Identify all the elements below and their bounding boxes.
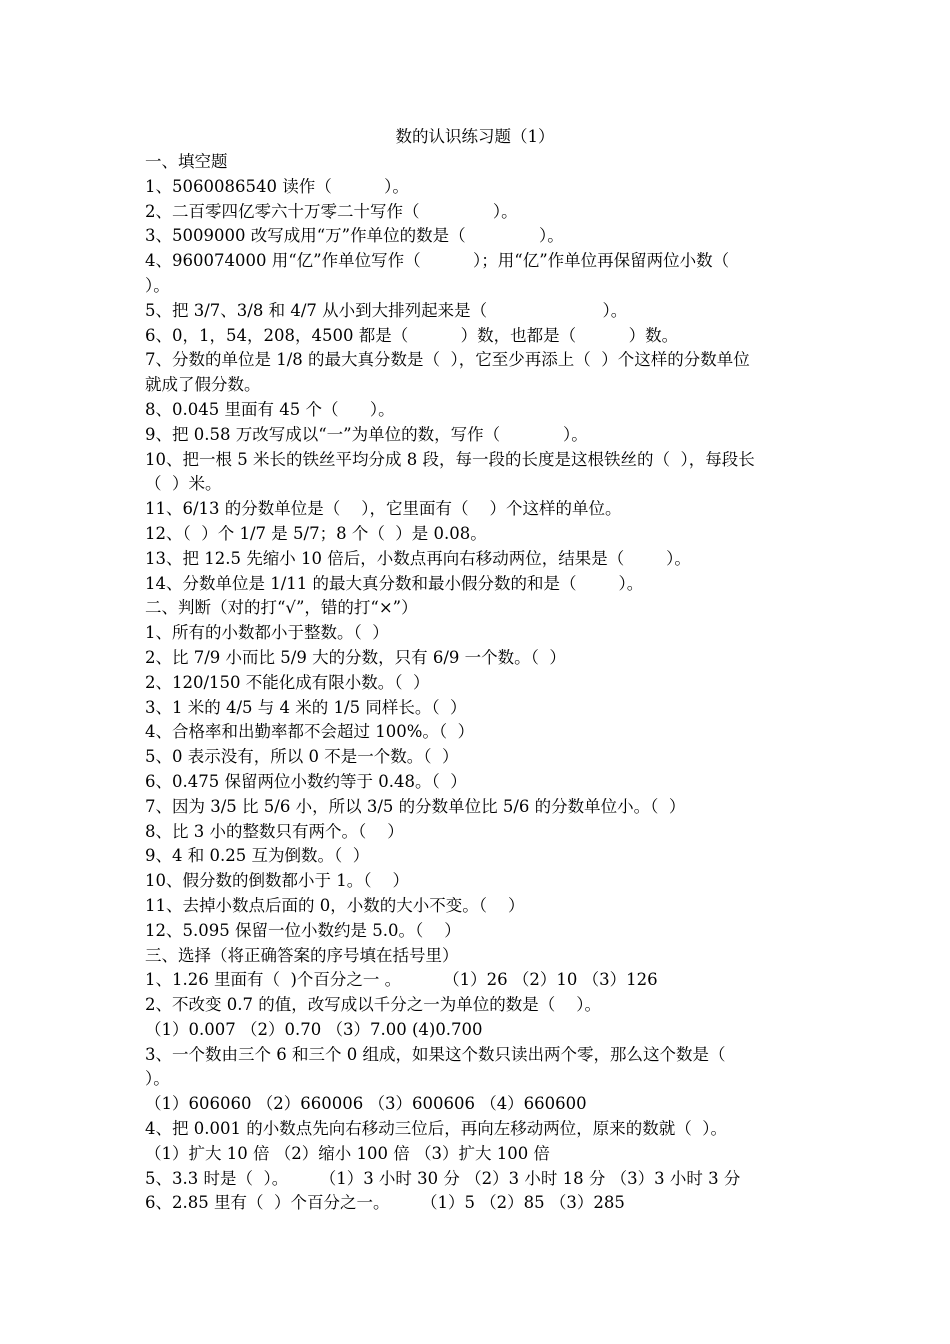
text-line: 8、0.045 里面有 45 个（ ）。 [145, 399, 395, 419]
text-line: 1、5060086540 读作（ ）。 [145, 176, 409, 196]
text-line: 7、因为 3/5 比 5/6 小，所以 3/5 的分数单位比 5/6 的分数单位小。（ ） [145, 796, 686, 816]
text-line: 5、把 3/7、3/8 和 4/7 从小到大排列起来是（ ）。 [145, 300, 628, 320]
text-line: 4、960074000 用“亿”作单位写作（ ）；用“亿”作单位再保留两位小数（ [145, 251, 730, 271]
text-line: 10、假分数的倒数都小于 1。（ ） [145, 871, 409, 891]
text-line: 5、0 表示没有，所以 0 不是一个数。（ ） [145, 747, 459, 767]
text-line: 2、二百零四亿零六十万零二十写作（ ）。 [145, 201, 518, 221]
text-line: 12、5.095 保留一位小数约是 5.0。（ ） [145, 920, 461, 940]
text-line: 6、0.475 保留两位小数约等于 0.48。（ ） [145, 771, 467, 791]
text-line: 11、去掉小数点后面的 0，小数的大小不变。（ ） [145, 895, 525, 915]
text-line: 7、分数的单位是 1/8 的最大真分数是（ ），它至少再添上（ ）个这样的分数单位 [145, 350, 750, 370]
text-line: ）。 [145, 275, 170, 295]
text-line: 三、选择（将正确答案的序号填在括号里） [145, 945, 459, 965]
text-line: 9、4 和 0.25 互为倒数。（ ） [145, 846, 370, 866]
text-line: 1、1.26 里面有（ )个百分之一 。 （1）26 （2）10 （3）126 [145, 970, 658, 990]
page-title: 数的认识练习题（1） [395, 127, 555, 146]
text-line: 14、分数单位是 1/11 的最大真分数和最小假分数的和是（ ）。 [145, 573, 644, 593]
text-line: 10、把一根 5 米长的铁丝平均分成 8 段，每一段的长度是这根铁丝的（ ），每段长 [145, 449, 755, 469]
text-line: （1）606060 （2）660006 （3）600606 （4）660600 [145, 1094, 587, 1114]
text-line: （ ）米。 [145, 474, 222, 494]
text-line: 5、3.3 时是（ ）。 （1）3 小时 30 分 （2）3 小时 18 分 （3）3 小时 3 分 [145, 1168, 741, 1188]
text-line: 2、比 7/9 小而比 5/9 大的分数，只有 6/9 一个数。（ ） [145, 647, 566, 667]
text-line: 6、0，1，54，208，4500 都是（ ）数，也都是（ ）数。 [145, 325, 679, 345]
text-line: 一、填空题 [145, 152, 228, 171]
text-line: 11、6/13 的分数单位是（ ），它里面有（ ）个这样的单位。 [145, 499, 622, 519]
text-line: 13、把 12.5 先缩小 10 倍后，小数点再向右移动两位，结果是（ ）。 [145, 548, 691, 568]
question-list [145, 150, 813, 1216]
text-line: 2、不改变 0.7 的值，改写成以千分之一为单位的数是（ ）。 [145, 995, 601, 1015]
text-line: 9、把 0.58 万改写成以“一”为单位的数，写作（ ）。 [145, 424, 588, 444]
text-line: （1）扩大 10 倍 （2）缩小 100 倍 （3）扩大 100 倍 [145, 1143, 550, 1163]
text-line: ）。 [145, 1069, 170, 1089]
text-line: 8、比 3 小的整数只有两个。（ ） [145, 821, 404, 841]
text-line: 1、所有的小数都小于整数。（ ） [145, 623, 389, 643]
text-line: （1）0.007 （2）0.70 （3）7.00 (4)0.700 [145, 1019, 483, 1039]
text-line: 3、1 米的 4/5 与 4 米的 1/5 同样长。（ ） [145, 697, 467, 717]
text-line: 3、5009000 改写成用“万”作单位的数是（ ）。 [145, 226, 564, 246]
text-line: 就成了假分数。 [145, 375, 261, 395]
text-line: 4、合格率和出勤率都不会超过 100%。（ ） [145, 722, 475, 742]
text-line: 6、2.85 里有（ ）个百分之一。 （1）5 （2）85 （3）285 [145, 1193, 625, 1213]
text-line: 3、一个数由三个 6 和三个 0 组成，如果这个数只读出两个零，那么这个数是（ [145, 1044, 726, 1064]
text-line: 2、120/150 不能化成有限小数。（ ） [145, 672, 430, 692]
text-line: 12、（ ）个 1/7 是 5/7；8 个（ ）是 0.08。 [145, 523, 487, 543]
text-line: 4、把 0.001 的小数点先向右移动三位后，再向左移动两位，原来的数就（ ）。 [145, 1119, 727, 1139]
text-line: 二、判断（对的打“√”，错的打“×”） [145, 598, 418, 618]
